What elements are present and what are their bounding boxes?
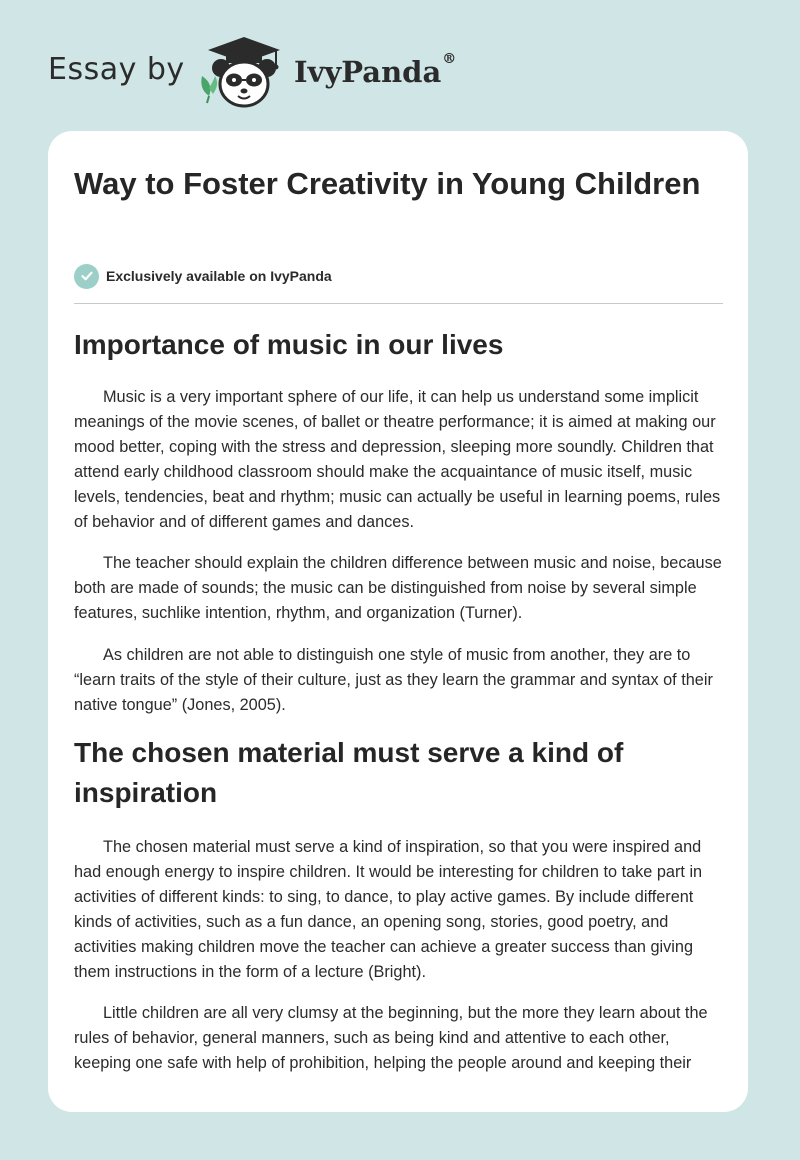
- check-circle-icon: [74, 264, 99, 289]
- paragraph: Music is a very important sphere of our life, it can help us understand some implicit meanings of the movie scenes, of ballet or theatre performance; it is aimed at making our mood better, coping with the stress and depression, sleeping more soundly. Children that attend early childhood classroom should make the acquaintance of music itself, music levels, tendencies, beat and rhythm; music can actually be useful in learning poems, rules of behavior and of different games and dances.: [74, 388, 721, 531]
- site-header: [0, 0, 800, 120]
- paragraph: The chosen material must serve a kind of inspiration, so that you were inspired and had enough energy to inspire children. It would be interesting for children to take part in activities of different kinds: to sing, to dance, to play active games. By include different kinds of activities, such as a fun dance, an opening song, stories, good poetry, and activities making children move the teacher can achieve a greater success than giving them instructions in the form of a lecture (Bright).: [74, 838, 703, 981]
- section-heading: Importance of music in our lives: [74, 329, 504, 360]
- exclusive-badge: [74, 263, 332, 289]
- exclusive-label: Exclusively available on IvyPanda: [106, 268, 332, 284]
- essay-by-label: Essay by: [48, 52, 185, 87]
- essay-title: Way to Foster Creativity in Young Children: [74, 166, 701, 201]
- paragraph: As children are not able to distinguish one style of music from another, they are to “learn traits of the style of their culture, just as they learn the grammar and syntax of their native tongue” (Jones, 2005).: [74, 646, 713, 714]
- brand-name: IvyPanda: [294, 55, 442, 89]
- brand-logo-text[interactable]: [294, 51, 457, 89]
- registered-mark: ®: [442, 51, 457, 67]
- essay-card: [48, 131, 748, 1112]
- panda-graduate-icon[interactable]: [196, 36, 292, 108]
- paragraph: The teacher should explain the children difference between music and noise, because both are made of sounds; the music can be distinguished from noise by several simple features, suchlike intention, rhythm, and organization (Turner).: [74, 554, 722, 622]
- paragraph: Little children are all very clumsy at the beginning, but the more they learn about the rules of behavior, general manners, such as being kind and attentive to each other, keeping one safe with help of prohibition, helping the people around and keeping their: [74, 1004, 708, 1072]
- divider: [74, 303, 723, 304]
- section-heading: The chosen material must serve a kind of inspiration: [74, 737, 624, 808]
